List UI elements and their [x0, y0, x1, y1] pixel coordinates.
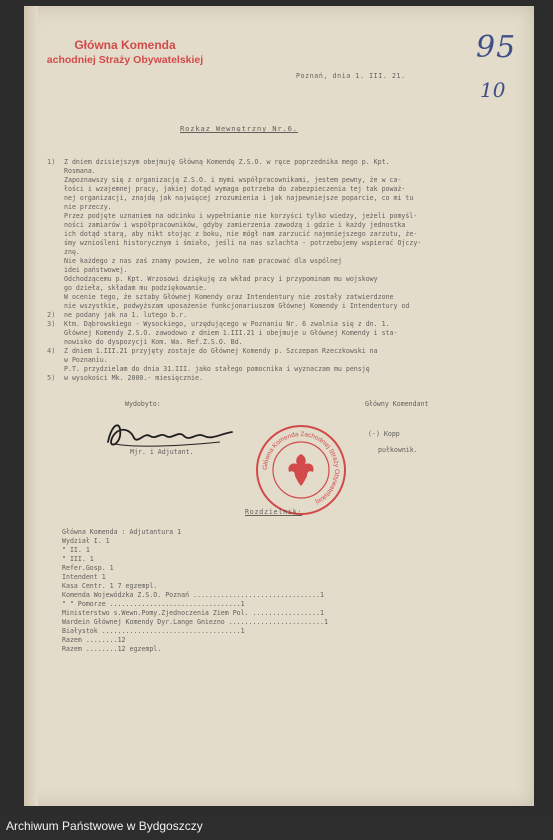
signature-left-label: Wydobyto: [125, 400, 161, 408]
text-line: łości i wzajemnej pracy, jakiej dotąd wymaga potrzeba do zabezpieczenia tej tak poważ- [64, 185, 406, 193]
text-line: W ocenie tego, że sztaby Głównej Komendy oraz Intendentury nie zostały zatwierdzone [64, 293, 394, 301]
text-line: Razem ........12 egzempl. [62, 645, 162, 653]
text-line: nowisko do dyspozycji Kom. Wa. Ref.Z.S.O. Bd. [64, 338, 243, 346]
paragraph-number: 4) [47, 347, 56, 355]
document-title: Rozkaz Wewnętrzny Nr.6. [180, 124, 298, 133]
signature-right-role: pułkownik. [378, 446, 418, 454]
text-line: Refer.Gosp. 1 [62, 564, 114, 572]
text-line: Głównej Komendy Z.S.O. zawodowo z dniem 1.III.21 i obejmuje u Głównej Komendy i sta- [64, 329, 398, 337]
document-body [64, 158, 421, 383]
text-line: nie przeczy. [64, 203, 112, 211]
signature-right-name: (-) Kopp [368, 430, 400, 438]
text-line: Nie każdego z nas zaś znamy powiem, że wolno nam pracować dla wspólnej [64, 257, 342, 265]
official-round-stamp [255, 424, 347, 516]
text-line: Białystok ...................................1 [62, 627, 245, 635]
text-line: Z dniem 1.III.21 przyjęty zostaje do Głównej Komendy p. Szczepan Rzeczkowski na [64, 347, 378, 355]
signature-left-name: Mjr. i Adjutant. [130, 448, 194, 456]
text-line: idei państwowej. [64, 266, 128, 274]
text-line: Razem ........12 [62, 636, 126, 644]
text-line: Komenda Wojewódzka Z.S.O. Poznań ................................1 [62, 591, 325, 599]
text-line: P.T. przydzielam do dnia 31.III. jako stałego pomocnika i wyznaczam mu pensję [64, 365, 370, 373]
text-line: Wardein Głównej Komendy Dyr.Lange Gniezno ........................1 [62, 618, 328, 626]
page-fold-edge [24, 6, 38, 806]
header-stamp-line1: Główna Komenda [74, 38, 176, 52]
text-line: Ktm. Dąbrowskiego - Wysockiego, urzędującego w Poznaniu Nr. 6 zwalnia się z dn. 1. [64, 320, 390, 328]
distribution-list [62, 528, 328, 654]
handwritten-sub-number: 10 [480, 78, 506, 102]
text-line: " III. 1 [62, 555, 94, 563]
text-line: go dzieła, składam mu podziękowanie. [64, 284, 207, 292]
text-line: Intendent 1 [62, 573, 106, 581]
text-line: Wydział I. 1 [62, 537, 110, 545]
text-line: Zapoznawszy się z organizacją Z.S.O. i mymi współpracownikami, jestem pewny, że w ca- [64, 176, 402, 184]
distribution-title: Rozdzielnik: [245, 508, 303, 516]
text-line: ich dotąd starą, aby nikt stojąc z boku, nie mógł nam zarzucić najmniejszego zarzutu, że- [64, 230, 418, 238]
text-line: ne podany jak na 1. lutego b.r. [64, 311, 188, 319]
paragraph-number: 5) [47, 374, 56, 382]
text-line: Główna Komenda : Adjutantura 1 [62, 528, 182, 536]
text-line: nej organizacji, znajdę jak najwięcej zrozumienia i jak najpewniejsze poparcie, co mi tu [64, 194, 414, 202]
text-line: " " Pomorze .................................1 [62, 600, 245, 608]
text-line: w Poznaniu. [64, 356, 108, 364]
handwritten-page-number: 95 [476, 30, 517, 65]
header-stamp [40, 38, 210, 68]
round-stamp-text: Główna Komenda Zachodniej Straży Obywatelskiej [261, 430, 341, 506]
text-line: Odchodzącemu p. Kpt. Wrzosowi dziękuję za wkład pracy i przypominam mu wojskowy [64, 275, 378, 283]
text-line: śmy wzniośleni historycznym i śmiało, jeśli na nas szlachta - potrzebujemy wspierać Ojczy- [64, 239, 422, 247]
eagle-emblem-icon [288, 454, 313, 486]
document-date: Poznań, dnia 1. III. 21. [296, 72, 406, 80]
header-stamp-line2: achodniej Straży Obywatelskiej [46, 54, 204, 66]
text-line: Rosmana. [64, 167, 96, 175]
text-line: ności zamiarów i współpracowników, gdyby zamierzenia zawodzą i gdzie i każdy jednostka [64, 221, 406, 229]
text-line: Ministerstwo s.Wewn.Pomy.Zjednoczenia Ziem Pol. .................1 [62, 609, 325, 617]
text-line: znę. [64, 248, 80, 256]
text-line: w wysokości Mk. 2000.- miesięcznie. [64, 374, 203, 382]
paragraph-number: 2) [47, 311, 56, 319]
text-line: Przez podjęte uznaniem na odcinku i wypełnianie nie korzyści tylko wiedzy, jeżeli pomyśl- [64, 212, 418, 220]
text-line: nie wszystkie, podwyższam uposażenie funkcjonariuszom Głównej Komendy i Intendentury od [64, 302, 410, 310]
text-line: Z dniem dzisiejszym obejmuję Główną Komendę Z.S.O. w ręce poprzednika mego p. Kpt. [64, 158, 390, 166]
signature-right-label: Główny Komendant [365, 400, 429, 408]
text-line: Kasa Centr. 1 7 egzempl. [62, 582, 158, 590]
archive-footer: Archiwum Państwowe w Bydgoszczy [0, 812, 553, 840]
paragraph-number: 3) [47, 320, 56, 328]
text-line: " II. 1 [62, 546, 90, 554]
paragraph-number: 1) [47, 158, 56, 166]
